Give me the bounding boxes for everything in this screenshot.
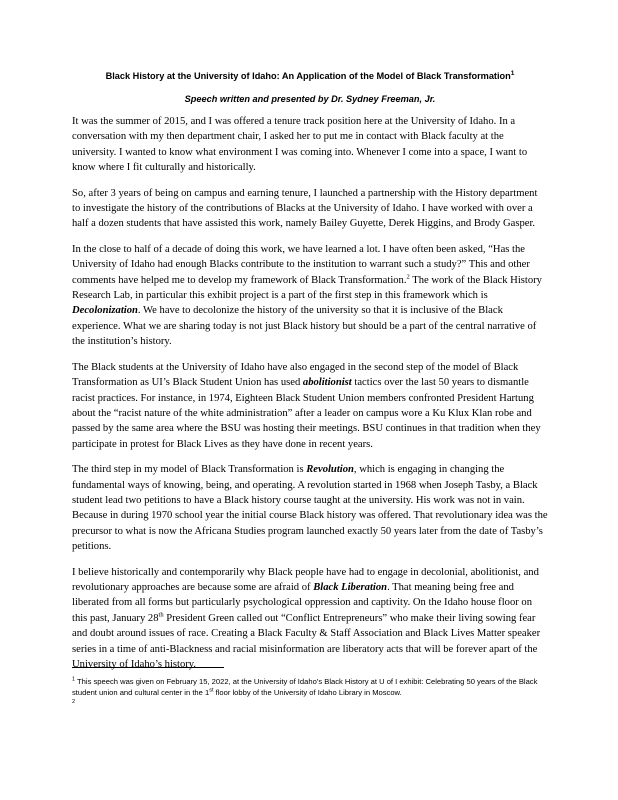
footnote-mark: 1 — [72, 676, 76, 683]
paragraph-text: The third step in my model of Black Transformation is — [72, 464, 307, 476]
paragraph-1: It was the summer of 2015, and I was offered a tenure track position here at the University of Idaho. In a conversation with my then department chair, I asked her to put me in contact with Black faculty at the university. I wanted to know what environment I was coming into. Whenever I come into a space, I want to know where I fit culturally and historically. — [72, 116, 528, 174]
emphasized-term: abolitionist — [302, 377, 352, 389]
paragraph-3 — [72, 242, 548, 350]
paragraph-4 — [72, 360, 548, 452]
footnote-ref: 1 — [510, 69, 515, 77]
footnote-divider — [72, 667, 224, 668]
ordinal-suffix: st — [209, 687, 214, 694]
paragraph-text: . We have to decolonize the history of the university so that it is inclusive of the Black experience. What we are sharing today is not just Black history but should be a part of the central narrative of the institution’s history. — [72, 305, 537, 348]
footnote-1 — [72, 676, 548, 698]
paragraph-text: The work of the Black History Research Lab, in particular this exhibit project is a part of the first step in this framework which is — [72, 274, 542, 302]
footnote-ref: 2 — [406, 273, 410, 281]
ordinal-suffix: th — [158, 611, 164, 619]
paragraph-text: . That meaning being free and liberated from all forms but particularly psychological oppression and captivity. On the Idaho house floor on this past, January 28 — [72, 581, 533, 624]
footnote-text: floor lobby of the University of Idaho Library in Moscow. — [213, 688, 402, 698]
document-title — [72, 70, 548, 83]
document-page — [72, 70, 548, 682]
paragraph-text: I believe historically and contemporarily why Black people have had to engage in decolonial, abolitionist, and revolutionary approaches are because some are afraid of — [72, 566, 539, 593]
title-text: Black History at the University of Idaho: An Application of the Model of Black Transformation — [105, 71, 511, 81]
emphasized-term: Decolonization — [72, 305, 138, 317]
paragraph-text: President Green called out “Conflict Entrepreneurs” who make their living sowing fear and doubt around issues of race. Creating a Black Faculty & Staff Association and Black Lives Matter speaker series in a time of anti-Blackness and racial misinformation are liberatory acts that will be forever apart of the University of Idaho’s history. — [72, 612, 541, 670]
emphasized-term: Revolution — [306, 464, 354, 476]
emphasized-term: Black Liberation — [313, 581, 388, 593]
paragraph-text: In the close to half of a decade of doing this work, we have learned a lot. I have often been asked, “Has the University of Idaho had enough Blacks contribute to the institution to warrant such a study?” This and other comments have helped me to develop my framework of Black Transformation. — [72, 243, 530, 286]
paragraph-text: tactics over the last 50 years to dismantle racist practices. For instance, in 1974, Eighteen Black Student Union members confronted President Hartung about the “racist nature of the white administration” after a leader on campus wore a Ku Klux Klan robe and passed by the same area where the BSU was hosting their meetings. BSU continues in that tradition when they participate in protest for Black Lives as they have done in recent years. — [72, 377, 541, 450]
paragraph-5 — [72, 462, 548, 554]
footnote-text: This speech was given on February 15, 2022, at the University of Idaho’s Black History at U of I exhibit: Celebrating 50 years of the Black student union and cultural center in the 1 — [72, 677, 538, 698]
paragraph-2: So, after 3 years of being on campus and earning tenure, I launched a partnership with the History department to investigate the history of the contributions of Blacks at the University of Idaho. I have worked with over a half a dozen students that have assisted this work, namely Bailey Guyette, Derek Higgins, and Brody Gasper. — [72, 187, 538, 230]
paragraph-text: , which is engaging in changing the fundamental ways of knowing, being, and operating. A revolution started in 1968 when Joseph Tasby, a Black student lead two petitions to have a Black history course taught at the university. His work was not in vain. Because in during 1970 school year the initial course Black history was offered. That revolutionary idea was the precursor to what is now the Africana Studies program launched exactly 50 years later from the date of Tasby’s petitions. — [72, 464, 548, 553]
document-subtitle: Speech written and presented by Dr. Sydney Freeman, Jr. — [184, 94, 436, 104]
footnote-2: 2 — [72, 699, 76, 706]
paragraph-6 — [72, 565, 548, 673]
paragraph-text: The Black students at the University of Idaho have also engaged in the second step of the model of Black Transformation as UI’s Black Student Union has used — [72, 361, 519, 389]
footnotes — [72, 667, 548, 706]
